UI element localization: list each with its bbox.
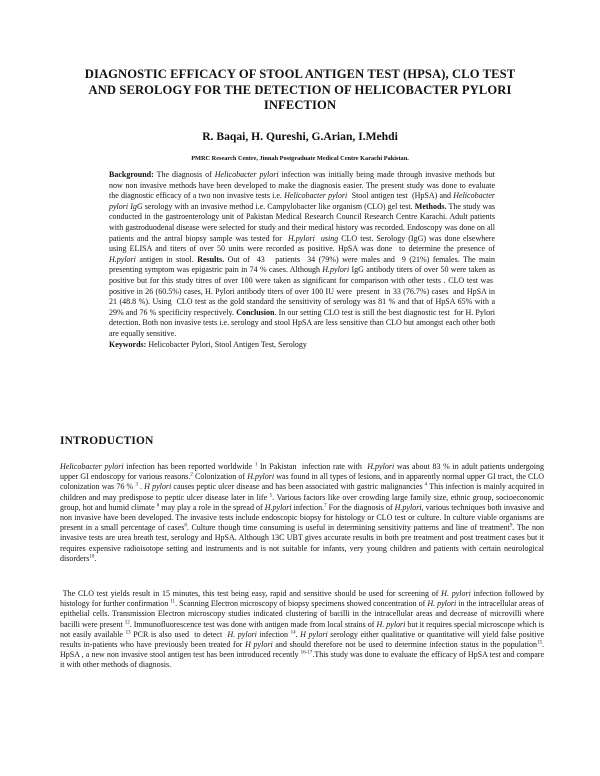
results-label: Results.: [197, 254, 225, 264]
keywords-label: Keywords:: [109, 339, 147, 349]
conclusion-label: Conclusion: [236, 307, 275, 317]
affiliation: PMRC Research Centre, Jinnah Postgraduate Medical Centre Karachi Pakistan.: [191, 155, 409, 162]
intro-paragraph-2: The CLO test yields result in 15 minutes, this test being easy, rapid and sensitive should be used for screening of H. pylori infection followed by histology for further confirmation $^{11}$. Scanning Electron microscopy of biopsy specimens showed concentration of H. pylori in the intracellular areas of epithelial cells. Transmission Electron microscopy studies indicated clustering of bacilli in the intracellular areas and decrease of microvilli where bacilli were present $^{12}$. Immunofluorescence test was done with antigen made from local strains of H. pylori but it requires special microscope which is not easily available $^{13}$ PCR is also used to detect H. pylori infection $^{14}$. H pylori serology either qualitative or quantitative will yield false positive results in-patients who have previously been treated for H pylori and should therefore not be used to determine infection status in the population$^{15}$. HpSA , a new non invasive stool antigen test has been introduced recently $^{16-17}$.This study was done to evaluate the efficacy of HpSA test and compare it with other methods of diagnosis.: [60, 589, 545, 670]
introduction-heading: INTRODUCTION: [60, 435, 154, 447]
authors: R. Baqai, H. Qureshi, G.Arian, I.Mehdi: [202, 130, 398, 143]
methods-label: Methods.: [414, 201, 447, 211]
intro-paragraph-1: Helicobacter pylori infection has been reported worldwide $^1$ In Pakistan infection rate with H.pylori was about 83 % in adult patients undergoing upper GI endoscopy for various reasons.$^2$ Colonization of H.pylori was found in all types of lesions, and in apparently normal upper GI tract, the CLO colonization was 76 % $^3$ . H pylori causes peptic ulcer disease and has been associated with gastric malignancies $^4$ This infection is mainly acquired in children and may predispose to peptic ulcer disease later in life $^5$. Various factors like over crowding large family size, ethnic group, socioeconomic group, hot and humid climate $^6$ may play a role in the spread of H.pylori infection.$^7$ For the diagnosis of H.pylori, various techniques both invasive and non invasive have been developed. The invasive tests include endoscopic biopsy for histology or CLO test or culture. In culture viable organisms are present in a small percentage of cases$^8$. Culture though time consuming is useful in determining sensitivity patterns and line of treatment$^9$. The non invasive tests are urea breath test, serology and HpSA. Although 13C UBT gives accurate results in both pre treatment and post treatment cases but it requires expensive radioisotope setting and instruments and is not suitable for infants, very young children and patients with certain neurological disorders$^{10}$.: [60, 462, 545, 563]
background-label: Background:: [109, 170, 154, 179]
paper-title: DIAGNOSTIC EFFICACY OF STOOL ANTIGEN TEST (HPSA), CLO TEST AND SEROLOGY FOR THE DETECTION OF HELICOBACTER PYLORI INFECTION: [84, 67, 516, 112]
abstract: Background: The diagnosis of Helicobacter pylori infection was initially being made through invasive methods but now non invasive methods have been developed to make the diagnosis easier. The present study was done to evaluate the diagnostic efficacy of a two non invasive tests i.e. Helicobacter pylori Stool antigen test (HpSA) and Helicobacter pylori IgG serology with an invasive method i.e. Campylobacter like organism (CLO) gel test. Methods. The study was conducted in the gastroenterology unit of Pakistan Medical Research Council Research Centre Karachi. Adult patients with gastroduodenal disease were selected for study and their medical history was recorded. Endoscopy was done on all patients and the antral biopsy sample was tested for H.pylori using CLO test. Serology (IgG) was done elsewhere using ELISA and titers of over 50 units were recorded as positive. HpSA was done to determine the presence of H.pylori antigen in stool. Results. Out of 43 patients 34 (79%) were males and 9 (21%) females. The main presenting symptom was epigastric pain in 74 % cases. Although H.pylori IgG antibody titers of over 50 were taken as positive but for this study titres of over 100 were taken as significant for comparison with other tests . CLO test was positive in 26 (60.5%) cases, H. Pylori antibody titers of over 100 IU were present in 33 (76.7%) cases and HpSA in 21 (48.8 %). Using CLO test as the gold standard the sensitivity of serology was 81 % and that of HpSA 65% with a 29% and 76 % specificity respectively. Conclusion. In our setting CLO test is still the best diagnostic test for H. Pylori detection. Both non invasive tests i.e. serology and stool HpSA are less sensitive than CLO but amongst each other both are equally sensitive. Keywords: Helicobacter Pylori, Stool Antigen Test, Serology: [109, 170, 496, 349]
keywords: Helicobacter Pylori, Stool Antigen Test, Serology: [148, 339, 307, 349]
